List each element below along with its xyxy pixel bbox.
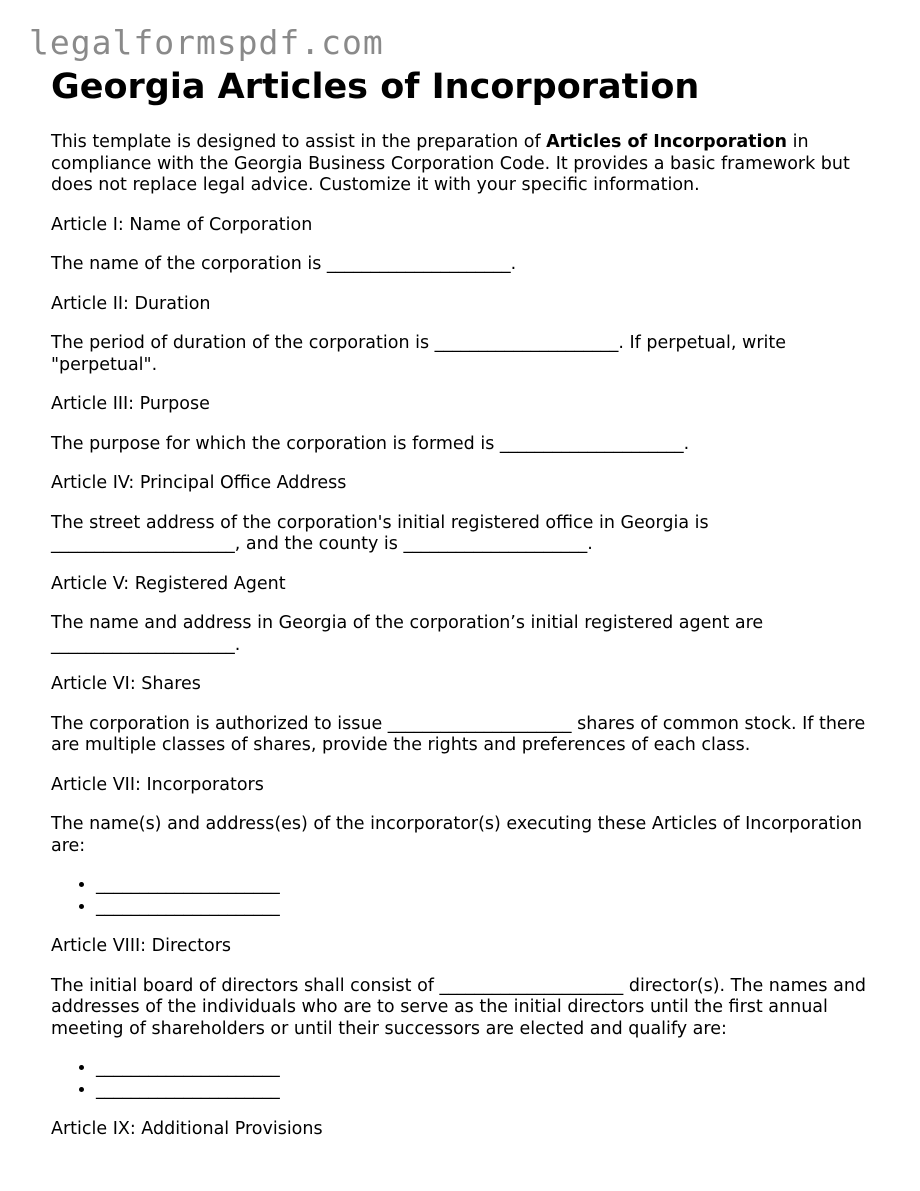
article-6-heading: Article VI: Shares xyxy=(51,674,201,694)
article-8-text: The initial board of directors shall consist of _____________________ director(s). The names and addresses of the individuals who are to serve as the initial directors until the first annual meeting of shareholders or until their successors are elected and qualify are: xyxy=(51,975,867,1039)
list-item: • _____________________ xyxy=(96,897,871,919)
list-item: • _____________________ xyxy=(96,1058,871,1080)
watermark: legalformspdf.com xyxy=(29,23,384,62)
article-4-text: The street address of the corporation's initial registered office in Georgia is _____________________, and the county is _____________________. xyxy=(51,512,709,554)
article-7-heading: Article VII: Incorporators xyxy=(51,774,264,795)
article-5-heading: Article V: Registered Agent xyxy=(51,573,286,594)
article-8-heading: Article VIII: Directors xyxy=(51,936,232,956)
intro-text-bold: Articles of Incorporation xyxy=(546,132,788,152)
article-7-text: The name(s) and address(es) of the incorporator(s) executing these Articles of Incorporation are: xyxy=(51,814,863,856)
intro-text-after: in compliance with the Georgia Business Corporation Code. It provides a basic framework but does not replace legal advice. Customize it with your specific information. xyxy=(51,132,850,195)
article-2-text: The period of duration of the corporation is _____________________. If perpetual, write "perpetual". xyxy=(51,333,787,375)
incorporators-list xyxy=(51,875,871,918)
article-9-heading: Article IX: Additional Provisions xyxy=(51,1119,323,1139)
directors-list xyxy=(51,1058,871,1101)
document-body xyxy=(51,64,871,1141)
article-1-text: The name of the corporation is _____________________. xyxy=(51,254,517,274)
article-1-heading: Article I: Name of Corporation xyxy=(51,214,313,235)
document-title: Georgia Articles of Incorporation xyxy=(51,67,700,107)
article-3-text: The purpose for which the corporation is formed is _____________________. xyxy=(51,433,690,454)
article-2-heading: Article II: Duration xyxy=(51,293,211,314)
article-6-text: The corporation is authorized to issue _____________________ shares of common stock. If there are multiple classes of shares, provide the rights and preferences of each class. xyxy=(51,713,866,755)
intro-paragraph xyxy=(51,132,871,197)
article-4-heading: Article IV: Principal Office Address xyxy=(51,473,347,493)
list-item: • _____________________ xyxy=(96,1080,871,1102)
article-3-heading: Article III: Purpose xyxy=(51,394,210,414)
intro-text-before: This template is designed to assist in the preparation of xyxy=(51,132,547,152)
article-5-text: The name and address in Georgia of the corporation’s initial registered agent are _____________________. xyxy=(51,613,764,655)
list-item: • _____________________ xyxy=(96,875,871,897)
